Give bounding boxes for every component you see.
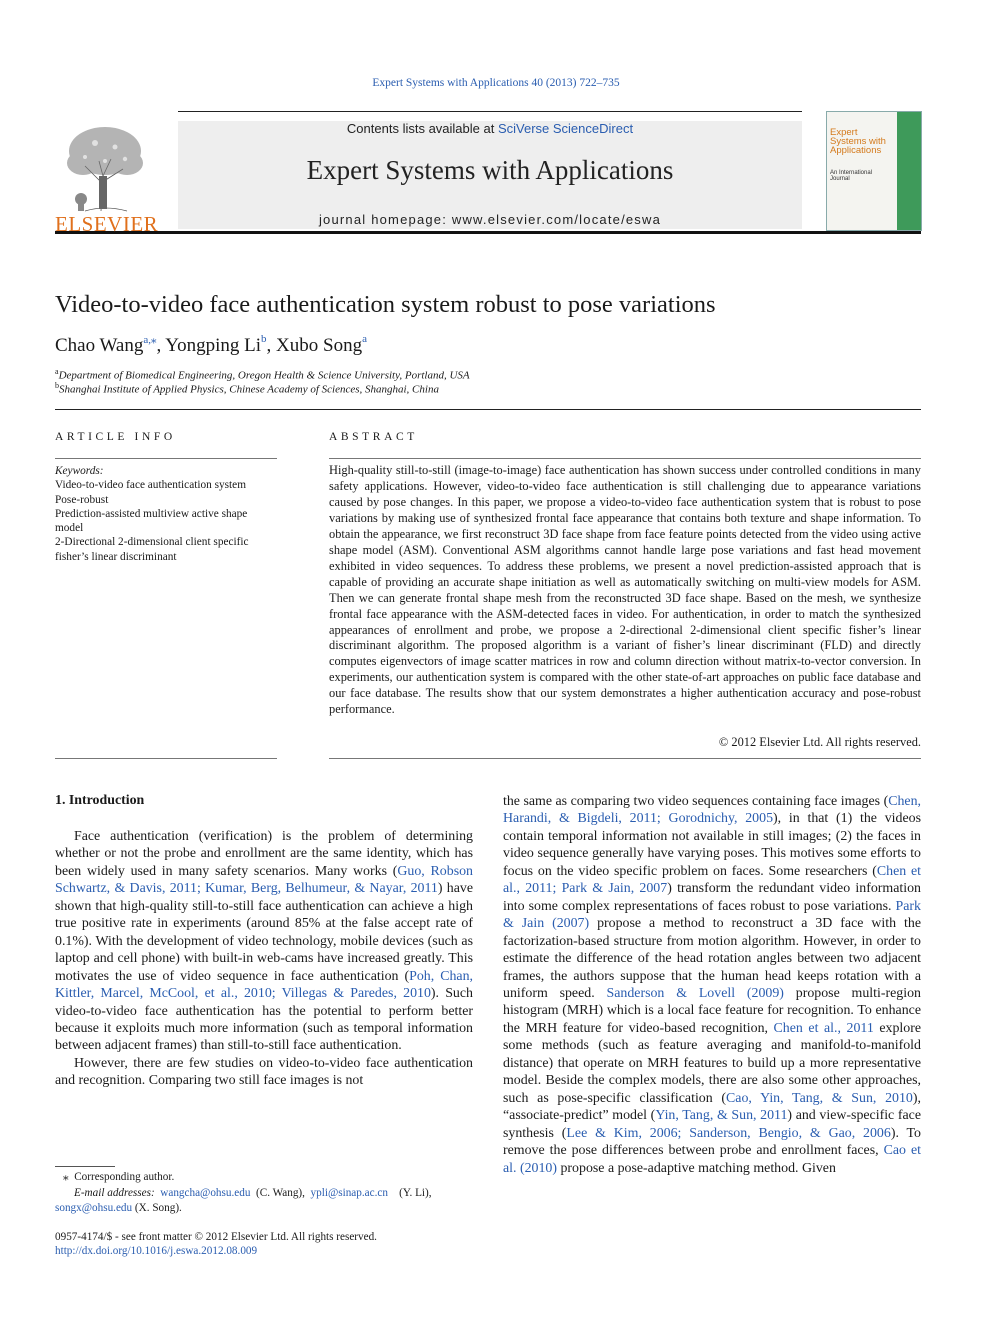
email-link[interactable]: ypli@sinap.ac.cn: [310, 1186, 388, 1199]
citation-link[interactable]: Guo, Robson Schwartz, & Davis, 2011; Kumar, Berg, Belhumeur, & Nayar, 2011: [55, 863, 473, 897]
cover-subtitle: An International Journal: [830, 170, 873, 182]
body-text: propose multi-region histogram (MRH) which is a local face feature for recognition. To enhance the MRH feature for video-based recognition,: [503, 985, 921, 1036]
body-paragraph: However, there are few studies on video-to-video face authentication and recognition. Comparing two still face images is not: [55, 1055, 473, 1089]
divider: [55, 458, 277, 459]
cover-title: Expert Systems with Applications: [830, 127, 886, 156]
header-top-rule: [178, 111, 802, 112]
email-owner: (Y. Li),: [399, 1186, 432, 1199]
journal-reference[interactable]: Expert Systems with Applications 40 (2013) 722–735: [372, 77, 620, 89]
abstract-text: High-quality still-to-still (image-to-image) face authentication has shown success under controlled conditions in many safety applications. However, video-to-video face authentication is still challenging due to appearance variations caused by pose changes. In this paper, we propose a video-to-video face authentication system that is robust to pose variations by making use of synthesized frontal face appearance that contains both texture and shape information. To obtain the appearance, we first reconstruct 3D face shape from face feature points detected from the video using active shape model (ASM). Conventional ASM algorithms cannot handle large pose variations and fast head movement exhibited in video sequences. To address these problems, we present a novel prediction-assisted approach that is capable of providing an accurate shape initiation as well as automatically switching on multi-view models for ASM. Then we can generate frontal shape mesh from the reconstructed 3D face shape. Based on the mesh, we synthesize frontal face appearance with the ASM-detected faces in video. For authentication, in order to match the synthesized appearances of enrollment and probe, we propose a 2-directional 2-dimensional client specific fisher’s linear discriminant algorithm. The proposed algorithm is a variant of fisher’s linear discriminant (FLD) and directly computes eigenvectors of image scatter matrices in row and column direction without matrix-to-vector conversion. In experiments, our authentication system is compared with the other state-of-art approaches on public face database and our face database. The results show that our system demonstrates a higher authentication accuracy and pose-robust performance.: [329, 463, 921, 717]
email-label: E-mail addresses:: [74, 1186, 155, 1199]
keyword: Pose-robust: [55, 493, 109, 506]
body-text: ), “associate-predict” model (: [503, 1090, 921, 1124]
body-text: propose a method to reconstruct a 3D face with the factorization-based structure from motion algorithm. However, in order to estimate the difference of the head rotation angles between two adjacent frames, the authors suppose that the human head keeps rotation with a uniform speed.: [503, 916, 921, 1001]
affiliation: [55, 367, 470, 382]
author-name: Yongping Li: [165, 335, 262, 356]
body-text: ). Such video-to-video face authentication has the potential to perform better because it exploits much more information (such as temporal information between adjacent frames) than still-to-still face authentication.: [55, 986, 473, 1054]
citation-link[interactable]: Chen et al., 2011: [773, 1020, 874, 1036]
citation-link[interactable]: Yin, Tang, & Sun, 2011: [655, 1108, 788, 1124]
homepage-url[interactable]: www.elsevier.com/locate/eswa: [451, 212, 662, 227]
body-text: ), in that (1) the videos contain temporal information not available in still images; (2) the faces in video sequence generally have varying poses. This motives some efforts to focus on the video specific problem on faces. Some researchers (: [503, 811, 921, 879]
article-info-heading: ARTICLE INFO: [55, 431, 176, 443]
issn-line: 0957-4174/$ - see front matter © 2012 Elsevier Ltd. All rights reserved.: [55, 1231, 377, 1243]
article-title: Video-to-video face authentication system robust to pose variations: [55, 291, 716, 318]
citation-link[interactable]: Cao, Yin, Tang, & Sun, 2010: [726, 1090, 913, 1106]
corresponding-note: [55, 1170, 473, 1186]
keyword: 2-Directional 2-dimensional client specific fisher’s linear discriminant: [55, 536, 249, 563]
divider: [329, 758, 921, 759]
body-text: ) transform the redundant video information into some complex representations of faces robust to pose variations.: [503, 881, 921, 914]
doi-link[interactable]: http://dx.doi.org/10.1016/j.eswa.2012.08.009: [55, 1245, 258, 1257]
cover-icon-strip: [897, 112, 921, 230]
body-paragraph: [55, 828, 473, 1055]
section-heading: 1. Introduction: [55, 793, 145, 808]
keywords-block: [55, 464, 277, 564]
email-note-cont: [55, 1201, 473, 1217]
citation-link[interactable]: Chen, Harandi, & Bigdeli, 2011; Gorodnichy, 2005: [503, 794, 921, 827]
journal-title: Expert Systems with Applications: [306, 155, 674, 185]
citation-link[interactable]: Cao et al. (2010): [503, 1143, 922, 1176]
body-right-column: [503, 793, 921, 1177]
author-affil-mark[interactable]: a,⁎: [143, 334, 157, 346]
elsevier-tree-icon: [55, 121, 155, 213]
body-paragraph: [503, 793, 921, 1177]
elsevier-wordmark: ELSEVIER: [55, 212, 159, 236]
body-text: ) have shown that high-quality still-to-still face authentication can achieve a high true positive rate in experiments (around 85% at the false accept rate of 0.1%). With the development of video technology, mobile devices (such as laptop and cell phone) with built-in web-cams have increased greatly. This motivates the use of video sequence in face authentication (: [55, 881, 473, 984]
divider: [55, 409, 921, 410]
abstract-heading: ABSTRACT: [329, 431, 418, 443]
keyword: Video-to-video face authentication system: [55, 479, 246, 492]
homepage-prefix: journal homepage:: [318, 212, 452, 227]
affiliation: [55, 381, 439, 396]
author-affil-mark[interactable]: a: [362, 333, 367, 345]
body-text: the same as comparing two video sequences containing face images (: [503, 794, 889, 809]
citation-link[interactable]: Sanderson & Lovell (2009): [606, 985, 784, 1001]
corresponding-mark: ⁎: [63, 1171, 69, 1183]
divider: [329, 458, 921, 459]
affiliation-mark: b: [55, 381, 59, 390]
email-owner: (C. Wang),: [256, 1186, 305, 1199]
email-note: [55, 1186, 473, 1202]
author-name: Xubo Song: [276, 335, 363, 356]
author-list: Chao Wang$^{a,⁎}$, Yongping Li$^b$, Xubo Song$^a$: [55, 333, 367, 356]
copyright-line: © 2012 Elsevier Ltd. All rights reserved.: [718, 735, 921, 749]
citation-link[interactable]: Park & Jain (2007): [503, 898, 921, 932]
contents-line: [178, 121, 802, 136]
citation-link[interactable]: Poh, Chan, Kittler, Marcel, McCool, et al., 2010; Villegas & Paredes, 2010: [55, 968, 473, 1002]
journal-cover: [826, 111, 922, 231]
email-owner: (X. Song).: [134, 1202, 182, 1215]
keyword: Prediction-assisted multiview active shape model: [55, 507, 248, 535]
body-text: explore some methods (such as feature averaging and manifold-to-manifold distance) that operate on MRH features to build up a more representative model. Beside the complex models, there are also some other approaches, such as pose-specific classification (: [503, 1020, 922, 1106]
affiliation-text: Shanghai Institute of Applied Physics, Chinese Academy of Sciences, Shanghai, China: [59, 383, 439, 396]
citation-link[interactable]: Chen et al., 2011; Park & Jain, 2007: [503, 863, 921, 897]
affiliation-text: Department of Biomedical Engineering, Oregon Health & Science University, Portland, USA: [58, 369, 470, 382]
footnotes: [55, 1170, 473, 1217]
body-text: ) and view-specific face synthesis (: [503, 1108, 921, 1141]
header-bottom-rule: [55, 231, 921, 234]
body-text: Face authentication (verification) is the problem of determining whether or not the probe and enrollment are the same identity, which has been widely used in many safety scenarios. Many works (: [55, 829, 473, 879]
corresponding-text: Corresponding author.: [74, 1171, 175, 1183]
keywords-label: Keywords:: [55, 465, 104, 477]
body-text: ). To remove the pose differences between probe and enrollment faces,: [503, 1125, 921, 1159]
body-left-column: [55, 828, 473, 1090]
email-link[interactable]: wangcha@ohsu.edu: [160, 1186, 251, 1199]
body-text: propose a pose-adaptive matching method. Given: [557, 1160, 836, 1176]
email-link[interactable]: songx@ohsu.edu: [55, 1202, 133, 1215]
author-affil-mark[interactable]: b: [261, 333, 267, 345]
citation-link[interactable]: Lee & Kim, 2006; Sanderson, Bengio, & Gao, 2006: [566, 1125, 891, 1141]
sciencedirect-link[interactable]: SciVerse ScienceDirect: [497, 121, 634, 136]
divider: [55, 758, 277, 759]
affiliation-mark: a: [55, 367, 59, 376]
author-name: Chao Wang: [55, 335, 144, 356]
contents-prefix: Contents lists available at: [346, 121, 498, 136]
journal-homepage: [178, 212, 802, 227]
footnote-rule: [55, 1166, 115, 1167]
